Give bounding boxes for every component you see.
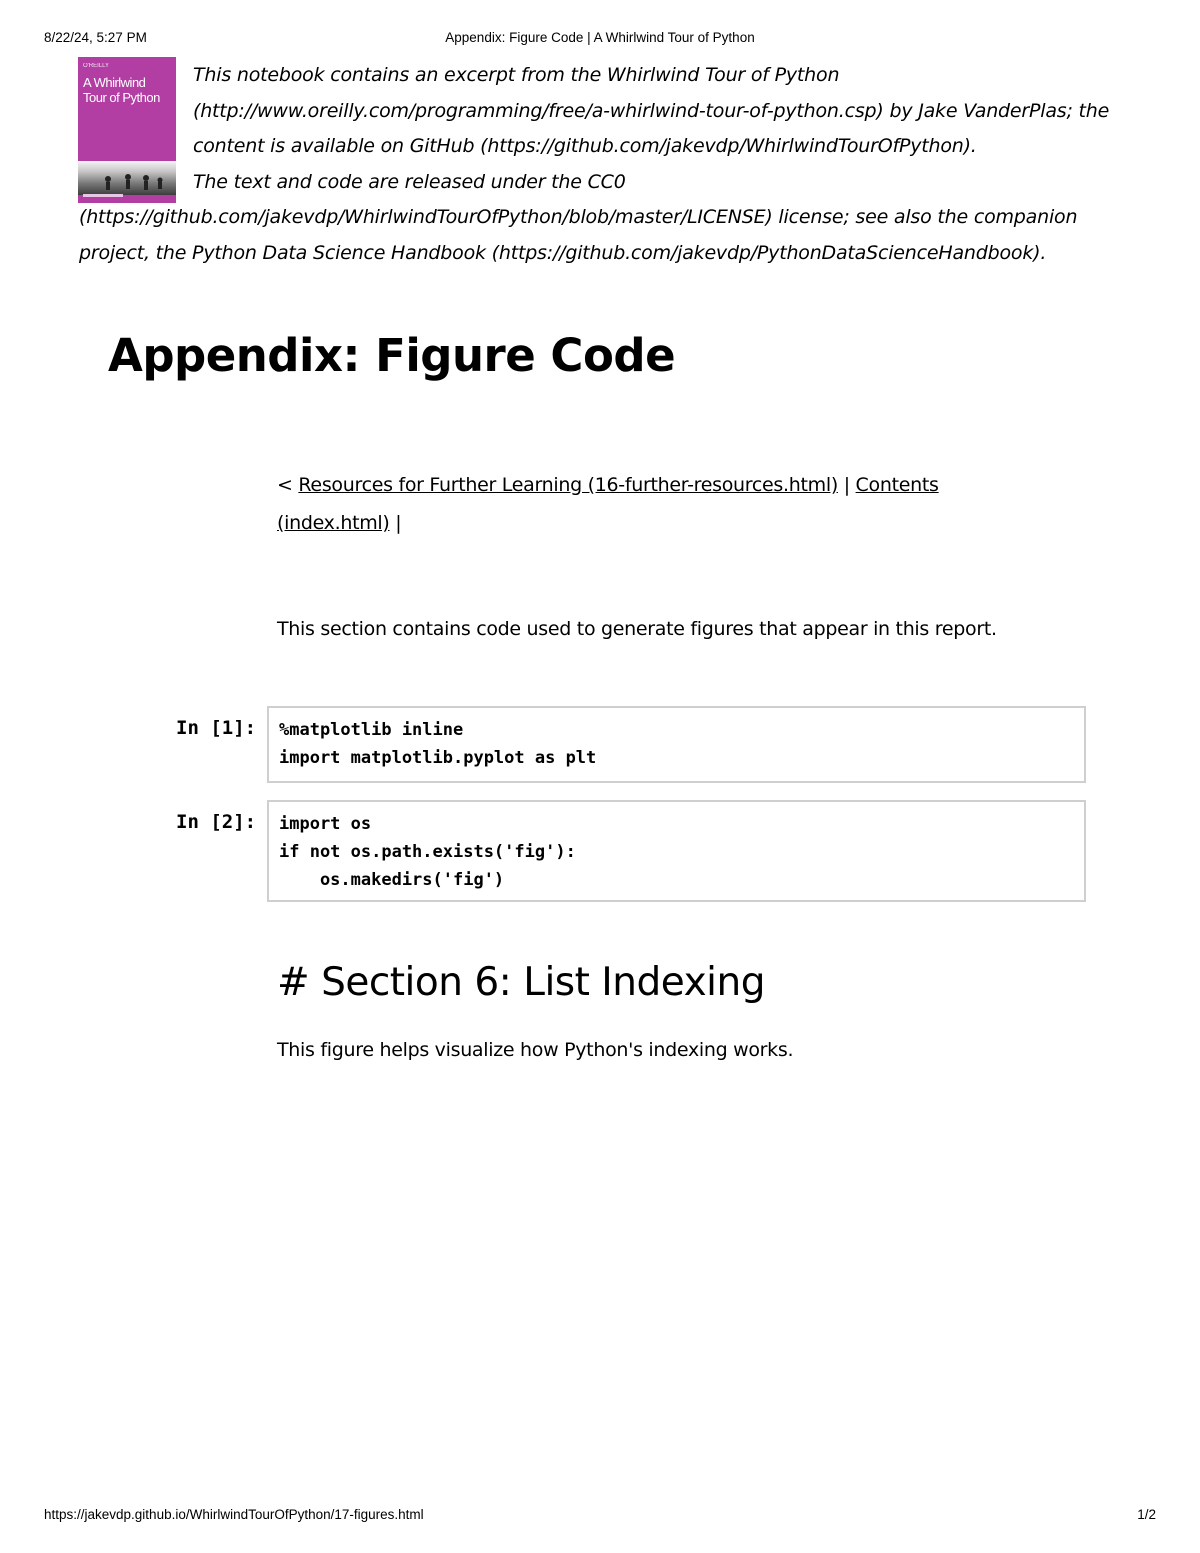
contents-link[interactable]: Contents (index.html) bbox=[277, 474, 939, 534]
cell-prompt: In [1]: bbox=[176, 717, 257, 739]
intro-paragraph: This notebook contains an excerpt from the Whirlwind Tour of Python (http://www.oreilly.com/programming/free/a-whirlwind-tour-of-python.csp) by Jake VanderPlas; the content is available on GitHub (https://github.com/jakevdp/WhirlwindTourOfPython). bbox=[193, 64, 1110, 157]
section-text: This figure helps visualize how Python's indexing works. bbox=[277, 1039, 794, 1061]
code-input[interactable] bbox=[267, 800, 1086, 902]
code-input[interactable] bbox=[267, 706, 1086, 783]
print-header bbox=[44, 30, 1156, 48]
page-title: Appendix: Figure Code bbox=[108, 329, 676, 382]
print-datetime: 8/22/24, 5:27 PM bbox=[44, 30, 147, 45]
print-page-title: Appendix: Figure Code | A Whirlwind Tour of Python bbox=[445, 30, 755, 45]
code-line: import matplotlib.pyplot as plt bbox=[279, 748, 597, 768]
code-line: if not os.path.exists('fig'): bbox=[279, 842, 576, 862]
cell-prompt: In [2]: bbox=[176, 811, 257, 833]
section-description: This section contains code used to generate figures that appear in this report. bbox=[277, 618, 997, 640]
previous-page-link[interactable]: Resources for Further Learning (16-further-resources.html) bbox=[298, 474, 838, 496]
navigation-bar: < Resources for Further Learning (16-further-resources.html) | Contents (index.html) | bbox=[277, 474, 939, 534]
license-paragraph: The text and code are released under the CC0 (https://github.com/jakevdp/WhirlwindTourOfPython/blob/master/LICENSE) license; see also the companion project, the Python Data Science Handbook (https://github.com/jakevdp/PythonDataScienceHandbook). bbox=[79, 170, 1078, 264]
print-url: https://jakevdp.github.io/WhirlwindTourOfPython/17-figures.html bbox=[44, 1507, 424, 1522]
code-cell[interactable] bbox=[150, 800, 1086, 902]
code-line: %matplotlib inline bbox=[279, 720, 464, 740]
code-line: os.makedirs('fig') bbox=[279, 870, 505, 890]
print-footer bbox=[44, 1507, 1156, 1525]
book-cover-image: O'REILLY A Whirlwind Tour of Python bbox=[78, 57, 176, 203]
code-line: import os bbox=[279, 814, 372, 834]
code-cell[interactable] bbox=[150, 706, 1086, 783]
section-heading: # Section 6: List Indexing bbox=[277, 960, 765, 1005]
book-cover-title: A Whirlwind Tour of Python bbox=[83, 75, 160, 105]
intro-notice bbox=[79, 58, 1124, 271]
page-number: 1/2 bbox=[1137, 1507, 1156, 1522]
